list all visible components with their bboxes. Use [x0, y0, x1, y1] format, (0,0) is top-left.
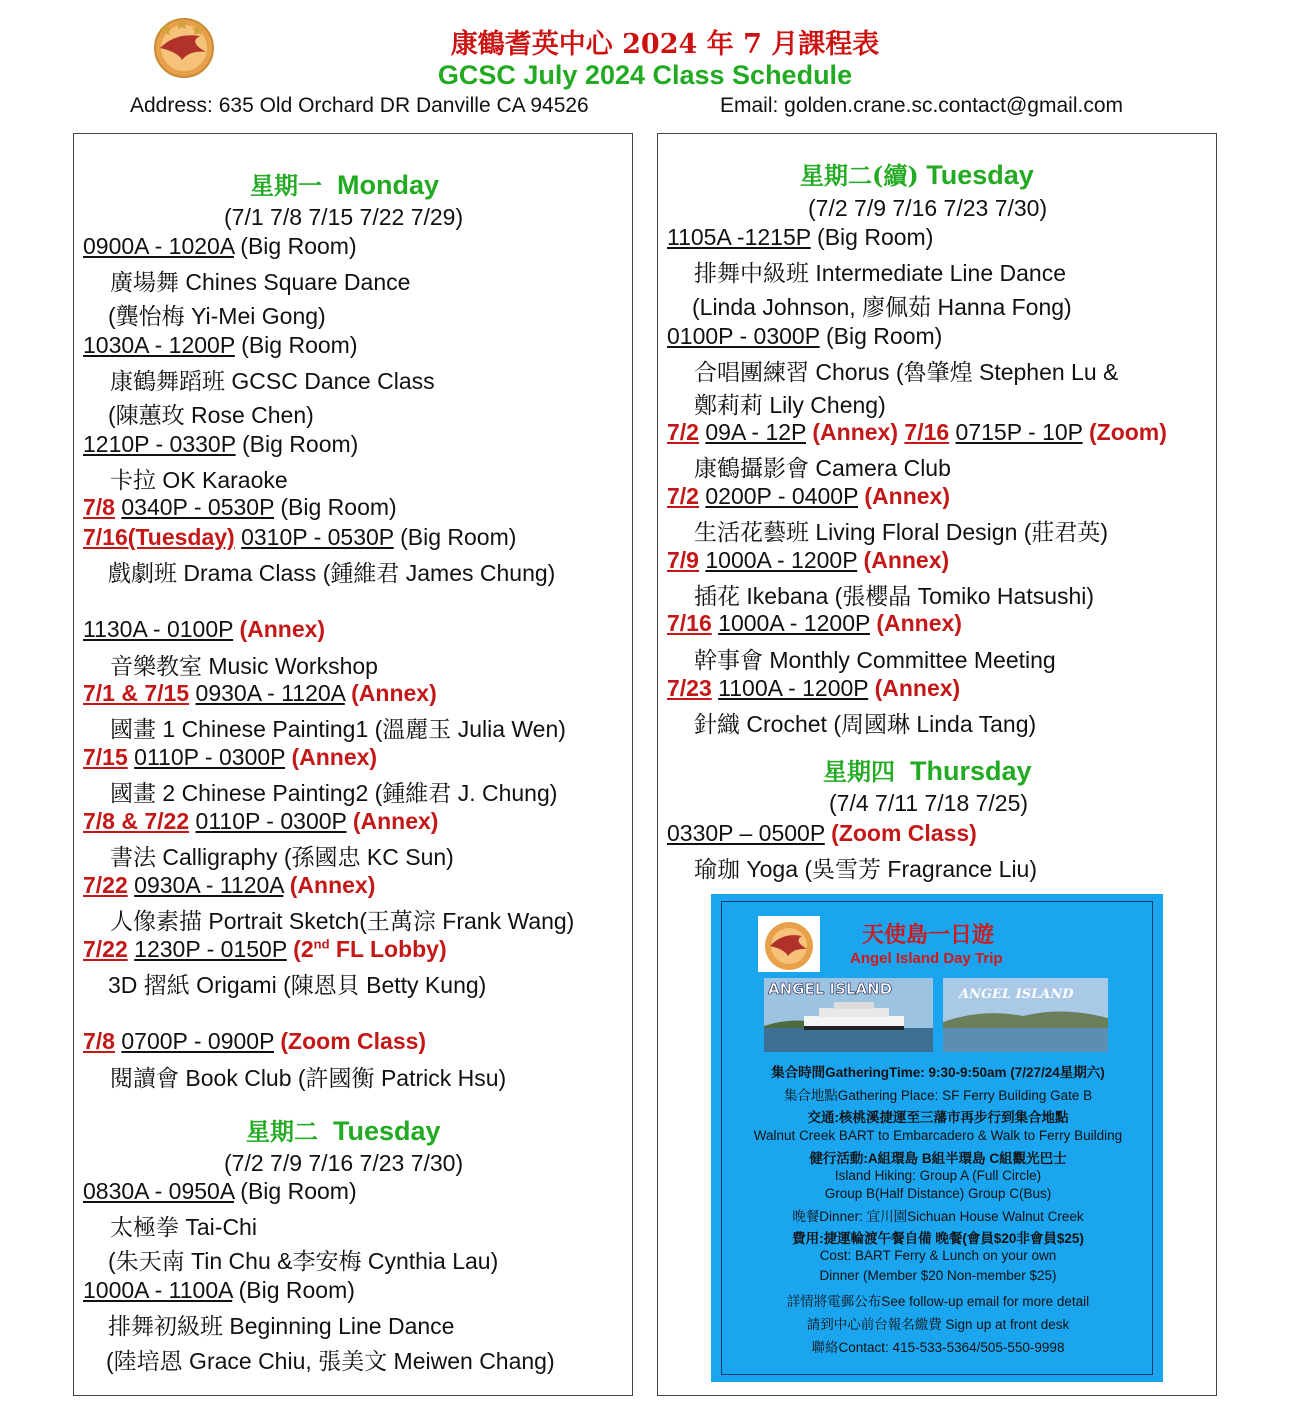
room-part: FL Lobby): [329, 936, 447, 962]
tuesday-class-name: 幹事會 Monthly Committee Meeting: [694, 647, 1056, 673]
room: (Big Room): [274, 494, 397, 520]
room: (Zoom Class): [280, 1028, 427, 1054]
poster-line: 詳情將電郵公布See follow-up email for more detail: [786, 1294, 1090, 1309]
poster-line: 請到中心前台報名繳費 Sign up at front desk: [806, 1317, 1070, 1332]
monday-slot-time: [83, 1028, 426, 1055]
date: 7/1 & 7/15: [83, 680, 190, 706]
monday-instructor: (陳蕙玫 Rose Chen): [108, 402, 314, 428]
room: (Annex): [864, 483, 951, 509]
tuesday-dates: (7/2 7/9 7/16 7/23 7/30): [224, 1150, 464, 1176]
date: 7/8: [83, 494, 115, 520]
email-text: Email: golden.crane.sc.contact@gmail.com: [720, 94, 1123, 117]
poster-line: 交通:核桃溪捷運至三藩市再步行到集合地點: [807, 1110, 1069, 1125]
room-part: (2: [293, 936, 314, 962]
time-range: 0930A - 1120A: [134, 872, 284, 898]
tuesday-slot-time: [667, 547, 949, 574]
time-range: 1030A - 1200P: [83, 332, 235, 358]
monday-slot-time: [83, 616, 325, 643]
thursday-dates: (7/4 7/11 7/18 7/25): [829, 790, 1029, 816]
monday-class-name: 國畫 1 Chinese Painting1 (溫麗玉 Julia Wen): [110, 716, 566, 742]
room: (Big Room): [235, 431, 359, 457]
room: (Annex): [863, 547, 950, 573]
tuesday-slot-time: [667, 675, 960, 702]
time-range: 1130A - 0100P: [83, 616, 234, 642]
room: (Annex): [289, 872, 376, 898]
poster-line: Island Hiking: Group A (Full Circle): [834, 1168, 1042, 1183]
monday-class-name: 書法 Calligraphy (孫國忠 KC Sun): [110, 844, 454, 870]
poster-line: 健行活動:A組環島 B組半環島 C組觀光巴士: [809, 1151, 1067, 1166]
date: 7/2: [667, 483, 699, 509]
room: (Annex): [351, 680, 437, 706]
poster-title-english: Angel Island Day Trip: [850, 950, 1003, 967]
poster-title-chinese: 天使島一日遊: [862, 922, 995, 948]
address-text: Address: 635 Old Orchard DR Danville CA 94526: [130, 94, 589, 117]
tuesday-instructor: 鄭莉莉 Lily Cheng): [694, 392, 886, 418]
poster-line: 費用:捷運輪渡午餐自備 晚餐(會員$20非會員$25): [792, 1231, 1084, 1246]
time-range: 1000A - 1200P: [705, 547, 858, 573]
monday-class-name: 戲劇班 Drama Class (鍾維君 James Chung): [108, 560, 556, 586]
monday-dates: (7/1 7/8 7/15 7/22 7/29): [224, 204, 464, 230]
monday-slot-time: [83, 936, 447, 963]
date: 7/16(Tuesday): [83, 524, 235, 550]
poster-line: 集合地點Gathering Place: SF Ferry Building Gate B: [783, 1088, 1093, 1103]
monday-class-name: 3D 摺紙 Origami (陳恩貝 Betty Kung): [108, 972, 487, 998]
monday-slot-time: [83, 332, 357, 359]
tuesday-class-name: 太極拳 Tai-Chi: [110, 1214, 257, 1240]
tuesday-slot-time: [667, 224, 933, 251]
time-range: 1000A - 1100A: [83, 1277, 233, 1303]
time-range: 1230P - 0150P: [134, 936, 287, 962]
monday-slot-time: [83, 233, 357, 260]
monday-slot-time: [83, 872, 375, 899]
room: (Annex): [352, 808, 439, 834]
time-range: 0700P - 0900P: [121, 1028, 274, 1054]
tuesday-class-name: 針織 Crochet (周國琳 Linda Tang): [694, 711, 1037, 737]
monday-slot-time: [83, 431, 358, 458]
date: 7/16: [904, 419, 950, 445]
tuesday-class-name: 插花 Ikebana (張櫻晶 Tomiko Hatsushi): [694, 583, 1095, 609]
thursday-heading-en: Thursday: [910, 756, 1032, 786]
poster-line: 集合時間GatheringTime: 9:30-9:50am (7/27/24星期六): [771, 1065, 1105, 1080]
ferry-photo-label: ANGEL ISLAND: [768, 980, 893, 998]
date: 7/16: [667, 610, 712, 636]
monday-heading: [250, 166, 439, 201]
time-range: 0340P - 0530P: [121, 494, 274, 520]
monday-slot-time: [83, 494, 397, 521]
tuesday-class-name: 排舞初級班 Beginning Line Dance: [108, 1313, 455, 1339]
poster-line: 晚餐Dinner: 宜川園Sichuan House Walnut Creek: [792, 1209, 1084, 1224]
date: 7/9: [667, 547, 699, 573]
room: (Annex): [874, 675, 961, 701]
room: (Annex): [239, 616, 326, 642]
room: (Big Room): [232, 1277, 355, 1303]
poster-line: Group B(Half Distance) Group C(Bus): [824, 1186, 1052, 1201]
monday-class-name: 國畫 2 Chinese Painting2 (鍾維君 J. Chung): [110, 780, 558, 806]
time-range: 1100A - 1200P: [718, 675, 869, 701]
time-range: 0900A - 1020A: [83, 233, 234, 259]
poster-line: Walnut Creek BART to Embarcadero & Walk to Ferry Building: [753, 1128, 1123, 1143]
time-range: 0110P - 0300P: [134, 744, 286, 770]
monday-slot-time: [83, 808, 438, 835]
room: (Zoom Class): [831, 820, 977, 846]
room: (Big Room): [810, 224, 934, 250]
monday-class-name: 音樂教室 Music Workshop: [110, 653, 378, 679]
tuesday-instructor: (陸培恩 Grace Chiu, 張美文 Meiwen Chang): [106, 1348, 555, 1374]
tuesday-cont-heading: [800, 156, 1034, 191]
tuesday-class-name: 生活花藝班 Living Floral Design (莊君英): [694, 519, 1109, 545]
monday-slot-time: [83, 680, 437, 707]
tuesday-heading: [246, 1112, 441, 1147]
monday-heading-en: Monday: [337, 170, 440, 200]
time-range: 0200P - 0400P: [705, 483, 858, 509]
time-range: 0310P - 0530P: [241, 524, 394, 550]
monday-class-name: 廣場舞 Chines Square Dance: [110, 269, 411, 295]
thursday-class-name: 瑜珈 Yoga (吳雪芳 Fragrance Liu): [694, 856, 1038, 882]
tuesday-heading-cn: 星期二: [246, 1117, 318, 1146]
thursday-heading-cn: 星期四: [823, 757, 895, 786]
time-range: 0110P - 0300P: [195, 808, 347, 834]
tuesday-slot-time: [667, 610, 962, 637]
room: [293, 936, 446, 962]
time-range: 1210P - 0330P: [83, 431, 236, 457]
room: (Zoom): [1088, 419, 1167, 445]
room-sup: nd: [313, 936, 330, 952]
tuesday-slot-time: [667, 419, 1167, 446]
tuesday-slot-time: [667, 483, 950, 510]
date: 7/22: [83, 872, 128, 898]
poster-line: Cost: BART Ferry & Lunch on your own: [819, 1248, 1057, 1263]
date: 7/15: [83, 744, 128, 770]
tuesday-slot-time: [667, 323, 942, 350]
tuesday-class-name: 排舞中級班 Intermediate Line Dance: [694, 260, 1066, 286]
ferry-photo: [764, 978, 933, 1052]
room: (Big Room): [233, 233, 357, 259]
tuesday-class-name: 合唱團練習 Chorus (魯肇煌 Stephen Lu &: [694, 359, 1119, 385]
date: 7/8: [83, 1028, 115, 1054]
room: (Big Room): [393, 524, 517, 550]
room: (Annex): [291, 744, 378, 770]
tuesday-cont-heading-en: Tuesday: [926, 160, 1034, 190]
time-range: 0715P - 10P: [955, 419, 1083, 445]
monday-slot-time: [83, 524, 516, 551]
room: (Big Room): [233, 1178, 357, 1204]
monday-heading-cn: 星期一: [250, 171, 322, 200]
poster-line: 聯絡Contact: 415-533-5364/505-550-9998: [811, 1340, 1065, 1355]
monday-slot-time: [83, 744, 377, 771]
tuesday-class-name: 康鶴攝影會 Camera Club: [694, 455, 951, 481]
poster-line: Dinner (Member $20 Non-member $25): [819, 1268, 1057, 1283]
monday-class-name: 卡拉 OK Karaoke: [110, 467, 288, 493]
time-range: 1105A -1215P: [667, 224, 811, 250]
tuesday-instructor: (朱天南 Tin Chu &李安梅 Cynthia Lau): [108, 1248, 499, 1274]
bay-photo: [943, 978, 1108, 1052]
poster-logo: [758, 916, 820, 972]
monday-instructor: (龔怡梅 Yi-Mei Gong): [108, 303, 326, 329]
page-title-chinese: 康鶴耆英中心 2024 年 7 月課程表: [450, 29, 880, 60]
tuesday-instructor: (Linda Johnson, 廖佩茹 Hanna Fong): [692, 294, 1072, 320]
date: 7/23: [667, 675, 712, 701]
time-range: 1000A - 1200P: [718, 610, 870, 636]
monday-class-name: 閱讀會 Book Club (許國衡 Patrick Hsu): [110, 1065, 507, 1091]
room: (Big Room): [234, 332, 358, 358]
time-range: 09A - 12P: [705, 419, 806, 445]
date: 7/22: [83, 936, 128, 962]
bay-photo-label: ANGEL ISLAND: [959, 987, 1074, 1002]
tuesday-cont-dates: (7/2 7/9 7/16 7/23 7/30): [808, 195, 1048, 221]
tuesday-heading-en: Tuesday: [333, 1116, 441, 1146]
time-range: 0330P – 0500P: [667, 820, 825, 846]
time-range: 0930A - 1120A: [195, 680, 345, 706]
tuesday-cont-heading-cn: 星期二(續): [800, 161, 919, 190]
time-range: 0830A - 0950A: [83, 1178, 234, 1204]
room: (Annex): [876, 610, 962, 636]
room: (Annex): [812, 419, 898, 445]
date: 7/2: [667, 419, 699, 445]
date: 7/8 & 7/22: [83, 808, 190, 834]
page-title-english: GCSC July 2024 Class Schedule: [437, 60, 853, 90]
room: (Big Room): [819, 323, 943, 349]
time-range: 0100P - 0300P: [667, 323, 820, 349]
thursday-slot-time: [667, 820, 977, 847]
monday-class-name: 康鶴舞蹈班 GCSC Dance Class: [110, 368, 435, 394]
tuesday-slot-time: [83, 1178, 357, 1205]
monday-class-name: 人像素描 Portrait Sketch(王萬淙 Frank Wang): [110, 908, 575, 934]
tuesday-slot-time: [83, 1277, 355, 1304]
thursday-heading: [823, 752, 1032, 787]
